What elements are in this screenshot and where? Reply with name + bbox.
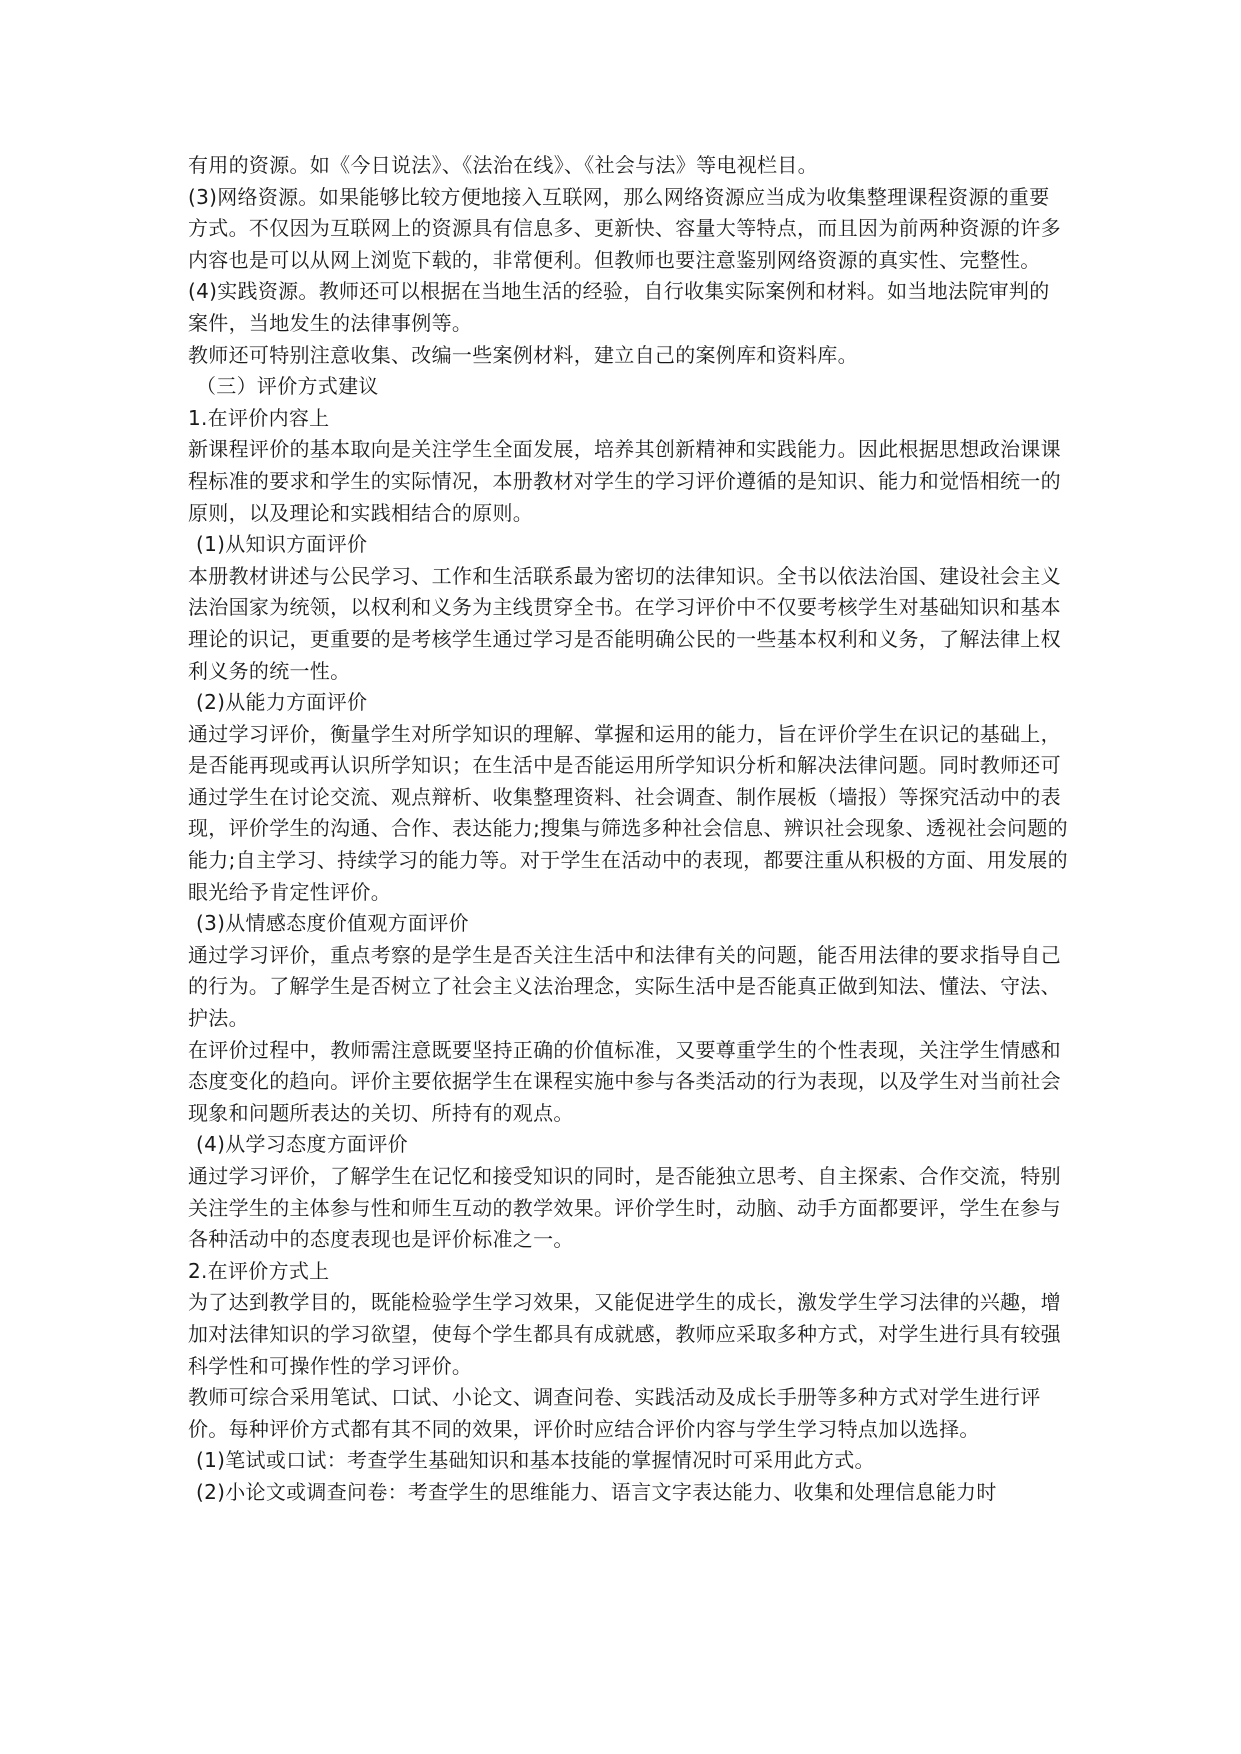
paragraph-case-library: 教师还可特别注意收集、改编一些案例材料，建立自己的案例库和资料库。 <box>188 342 858 367</box>
item-written-oral-exam: (1)笔试或口试：考查学生基础知识和基本技能的掌握情况时可采用此方式。 <box>196 1448 875 1473</box>
item-heading-values: (3)从情感态度价值观方面评价 <box>196 911 469 936</box>
paragraph-practice-resources: (4)实践资源。教师还可以根据在当地生活的经验，自行收集实际案例和材料。如当地法院审判的案件，当地发生的法律事例等。 <box>188 279 1050 335</box>
paragraph-teaching-goals: 为了达到教学目的，既能检验学生学习效果，又能促进学生的成长，激发学生学习法律的兴趣，增加对法律知识的学习欲望，使每个学生都具有成就感，教师应采取多种方式，对学生进行具有较强科学性和可操作性的学习评价。 <box>188 1290 1061 1378</box>
section-heading-evaluation: （三）评价方式建议 <box>196 374 379 399</box>
paragraph-evaluation-process: 在评价过程中，教师需注意既要坚持正确的价值标准，又要尊重学生的个性表现，关注学生情感和态度变化的趋向。评价主要依据学生在课程实施中参与各类活动的行为表现，以及学生对当前社会现象和问题所表达的关切、所持有的观点。 <box>188 1037 1061 1125</box>
paragraph-ability-evaluation: 通过学习评价，衡量学生对所学知识的理解、掌握和运用的能力，旨在评价学生在识记的基础上，是否能再现或再认识所学知识；在生活中是否能运用所学知识分析和解决法律问题。同时教师还可通过学生在讨论交流、观点辩析、收集整理资料、社会调查、制作展板（墙报）等探究活动中的表现，评价学生的沟通、合作、表达能力;搜集与筛选多种社会信息、辨识社会现象、透视社会问题的能力;自主学习、持续学习的能力等。对于学生在活动中的表现，都要注重从积极的方面、用发展的眼光给予肯定性评价。 <box>188 721 1068 904</box>
item-heading-knowledge: (1)从知识方面评价 <box>196 532 368 557</box>
item-heading-attitude: (4)从学习态度方面评价 <box>196 1132 408 1157</box>
item-heading-ability: (2)从能力方面评价 <box>196 690 368 715</box>
paragraph-evaluation-orientation: 新课程评价的基本取向是关注学生全面发展，培养其创新精神和实践能力。因此根据思想政治课课程标准的要求和学生的实际情况，本册教材对学生的学习评价遵循的是知识、能力和觉悟相统一的原则，以及理论和实践相结合的原则。 <box>188 437 1061 525</box>
paragraph-continuation: 有用的资源。如《今日说法》、《法治在线》、《社会与法》等电视栏目。 <box>188 153 818 177</box>
item-essay-survey: (2)小论文或调查问卷：考查学生的思维能力、语言文字表达能力、收集和处理信息能力时 <box>196 1479 997 1504</box>
paragraph-network-resources: (3)网络资源。如果能够比较方便地接入互联网，那么网络资源应当成为收集整理课程资源的重要方式。不仅因为互联网上的资源具有信息多、更新快、容量大等特点，而且因为前两种资源的许多内容也是可以从网上浏览下载的，非常便利。但教师也要注意鉴别网络资源的真实性、完整性。 <box>188 184 1061 272</box>
document-body <box>188 150 1068 1509</box>
paragraph-combined-methods: 教师可综合采用笔试、口试、小论文、调查问卷、实践活动及成长手册等多种方式对学生进行评价。每种评价方式都有其不同的效果，评价时应结合评价内容与学生学习特点加以选择。 <box>188 1385 1041 1441</box>
paragraph-attitude-evaluation: 通过学习评价，了解学生在记忆和接受知识的同时，是否能独立思考、自主探索、合作交流，特别关注学生的主体参与性和师生互动的教学效果。评价学生时，动脑、动手方面都要评，学生在参与各种活动中的态度表现也是评价标准之一。 <box>188 1164 1061 1252</box>
paragraph-values-evaluation: 通过学习评价，重点考察的是学生是否关注生活中和法律有关的问题，能否用法律的要求指导自己的行为。了解学生是否树立了社会主义法治理念，实际生活中是否能真正做到知法、懂法、守法、护法。 <box>188 942 1061 1031</box>
subheading-evaluation-methods: 2.在评价方式上 <box>188 1258 330 1283</box>
subheading-evaluation-content: 1.在评价内容上 <box>188 405 330 430</box>
paragraph-knowledge-evaluation: 本册教材讲述与公民学习、工作和生活联系最为密切的法律知识。全书以依法治国、建设社会主义法治国家为统领，以权利和义务为主线贯穿全书。在学习评价中不仅要考核学生对基础知识和基本理论的识记，更重要的是考核学生通过学习是否能明确公民的一些基本权利和义务，了解法律上权利义务的统一性。 <box>188 563 1061 683</box>
